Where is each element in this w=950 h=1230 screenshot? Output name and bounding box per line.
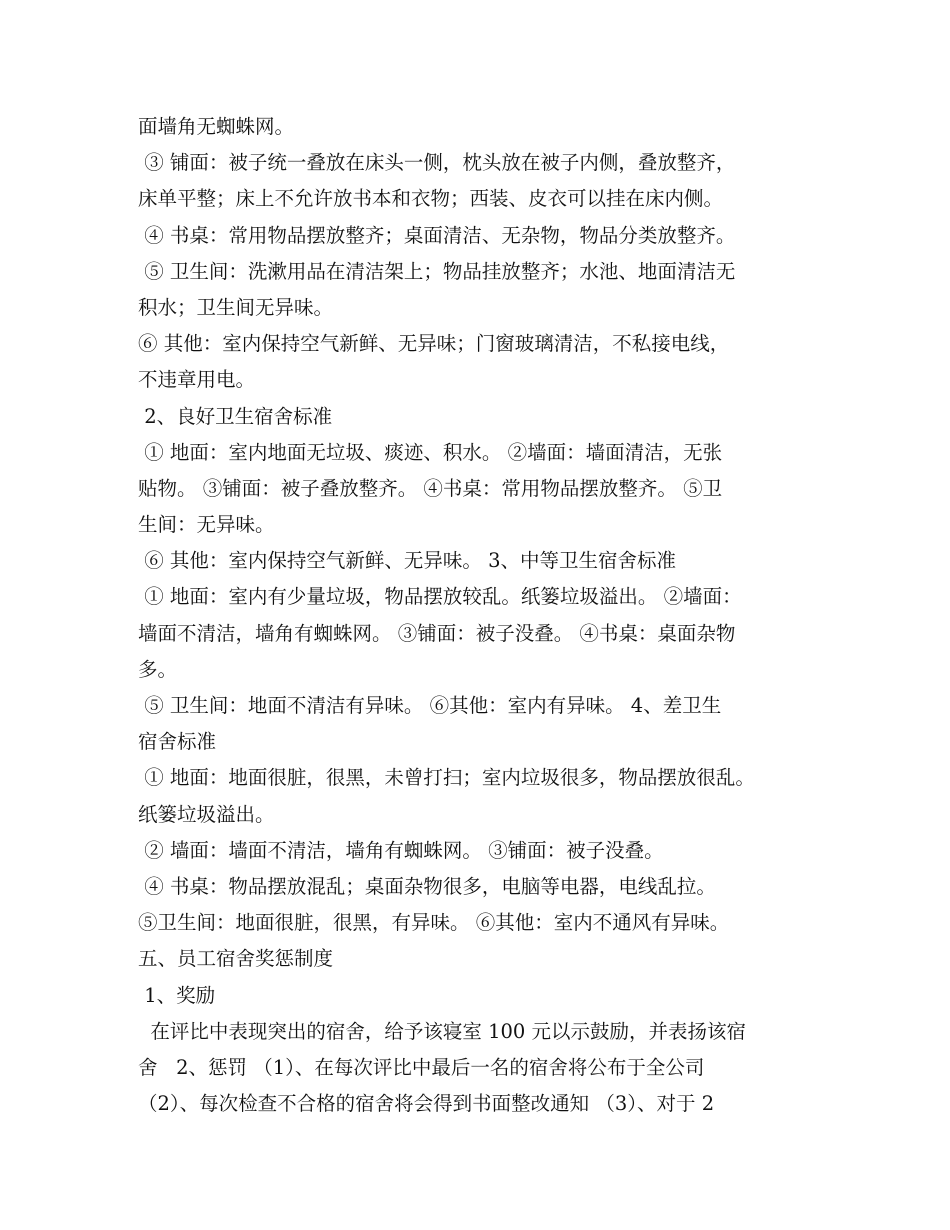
text-line: ① 地面：室内有少量垃圾，物品摆放较乱。纸篓垃圾溢出。 ②墙面： [138, 585, 742, 609]
section-heading: 2、良好卫生宿舍标准 [138, 404, 333, 428]
text-line: ④ 书桌：物品摆放混乱；桌面杂物很多，电脑等电器，电线乱拉。 [138, 874, 716, 898]
subsection-heading: 1、奖励 [138, 983, 216, 1007]
text-line: 墙面不清洁，墙角有蜘蛛网。 ③铺面：被子没叠。 ④书桌：桌面杂物 [138, 621, 736, 645]
text-line: 多。 [138, 657, 178, 681]
text-line: 积水；卫生间无异味。 [138, 295, 334, 319]
section-heading: 五、员工宿舍奖惩制度 [138, 947, 334, 971]
text-line: 宿舍标准 [138, 730, 217, 754]
text-line: ⑤ 卫生间：洗漱用品在清洁架上；物品挂放整齐；水池、地面清洁无 [138, 259, 736, 283]
text-line: ② 墙面：墙面不清洁，墙角有蜘蛛网。 ③铺面：被子没叠。 [138, 838, 664, 862]
text-line: ③ 铺面：被子统一叠放在床头一侧，枕头放在被子内侧，叠放整齐， [138, 151, 736, 175]
text-line: ④ 书桌：常用物品摆放整齐；桌面清洁、无杂物，物品分类放整齐。 [138, 223, 736, 247]
text-line: 生间：无异味。 [138, 513, 275, 537]
text-line: ⑥ 其他：室内保持空气新鲜、无异味；门窗玻璃清洁，不私接电线， [138, 332, 730, 356]
text-line: 纸篓垃圾溢出。 [138, 802, 275, 826]
text-line: （2）、每次检查不合格的宿舍将会得到书面整改通知 （3）、对于 2 [138, 1092, 715, 1116]
text-line: 在评比中表现突出的宿舍，给予该寝室 100 元以示鼓励，并表扬该宿 [138, 1019, 747, 1043]
text-line: ① 地面：室内地面无垃圾、痰迹、积水。 ②墙面：墙面清洁，无张 [138, 440, 723, 464]
document-body [138, 109, 818, 1122]
text-line: ⑤ 卫生间：地面不清洁有异味。 ⑥其他：室内有异味。 4、差卫生 [138, 694, 722, 717]
text-line: ⑤卫生间：地面很脏，很黑，有异味。 ⑥其他：室内不通风有异味。 [138, 911, 730, 935]
text-line: 面墙角无蜘蛛网。 [138, 115, 295, 138]
text-line: ① 地面：地面很脏，很黑，未曾打扫；室内垃圾很多，物品摆放很乱。 [138, 766, 755, 790]
text-line: 舍 2、惩罚 （1）、在每次评比中最后一名的宿舍将公布于全公司 [138, 1055, 705, 1079]
text-line: ⑥ 其他：室内保持空气新鲜、无异味。 3、中等卫生宿舍标准 [138, 549, 677, 573]
text-line: 床单平整；床上不允许放书本和衣物；西装、皮衣可以挂在床内侧。 [138, 187, 724, 211]
text-line: 贴物。 ③铺面：被子叠放整齐。 ④书桌：常用物品摆放整齐。 ⑤卫 [138, 476, 723, 500]
text-line: 不违章用电。 [138, 368, 256, 392]
